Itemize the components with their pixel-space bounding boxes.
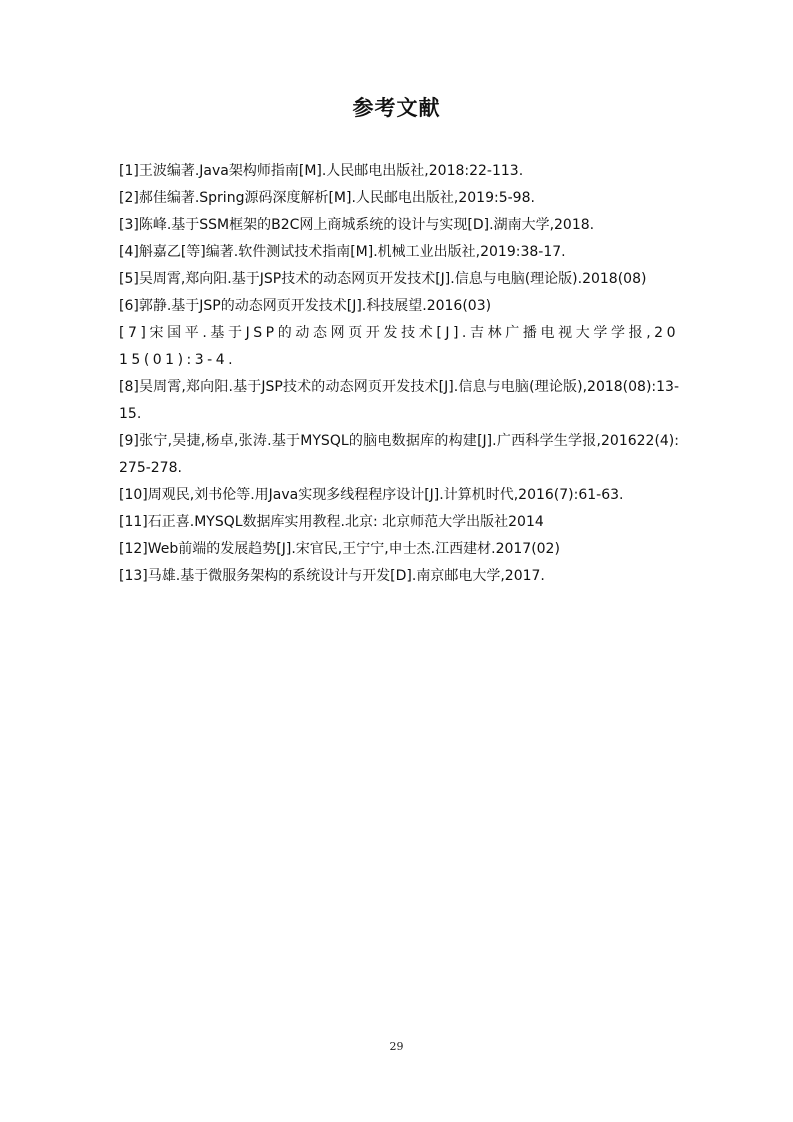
reference-item: [13]马雄.基于微服务架构的系统设计与开发[D].南京邮电大学,2017.	[119, 568, 545, 584]
reference-item: [7]宋国平.基于JSP的动态网页开发技术[J].吉林广播电视大学学报,2015(01):3-4.	[119, 325, 679, 368]
reference-item: [3]陈峰.基于SSM框架的B2C网上商城系统的设计与实现[D].湖南大学,2018.	[119, 217, 595, 233]
reference-item: [4]斛嘉乙[等]编著.软件测试技术指南[M].机械工业出版社,2019:38-17.	[119, 244, 566, 260]
page-number: 29	[389, 1040, 404, 1053]
reference-item: [5]吴周霄,郑向阳.基于JSP技术的动态网页开发技术[J].信息与电脑(理论版).2018(08)	[119, 271, 647, 287]
reference-item: [2]郝佳编著.Spring源码深度解析[M].人民邮电出版社,2019:5-98.	[119, 190, 535, 206]
reference-item: [9]张宁,吴捷,杨卓,张涛.基于MYSQL的脑电数据库的构建[J].广西科学生学报,201622(4): 275-278.	[119, 433, 679, 476]
reference-item: [8]吴周霄,郑向阳.基于JSP技术的动态网页开发技术[J].信息与电脑(理论版),2018(08):13-15.	[119, 379, 679, 422]
reference-item: [6]郭静.基于JSP的动态网页开发技术[J].科技展望.2016(03)	[119, 298, 492, 314]
reference-item: [10]周观民,刘书伦等.用Java实现多线程程序设计[J].计算机时代,2016(7):61-63.	[119, 487, 624, 503]
reference-item: [12]Web前端的发展趋势[J].宋官民,王宁宁,申士杰.江西建材.2017(02)	[119, 541, 560, 557]
reference-item: [11]石正喜.MYSQL数据库实用教程.北京: 北京师范大学出版社2014	[119, 514, 544, 530]
reference-list	[119, 158, 679, 590]
reference-item: [1]王波编著.Java架构师指南[M].人民邮电出版社,2018:22-113.	[119, 163, 524, 179]
page-title: 参考文献	[352, 96, 441, 120]
